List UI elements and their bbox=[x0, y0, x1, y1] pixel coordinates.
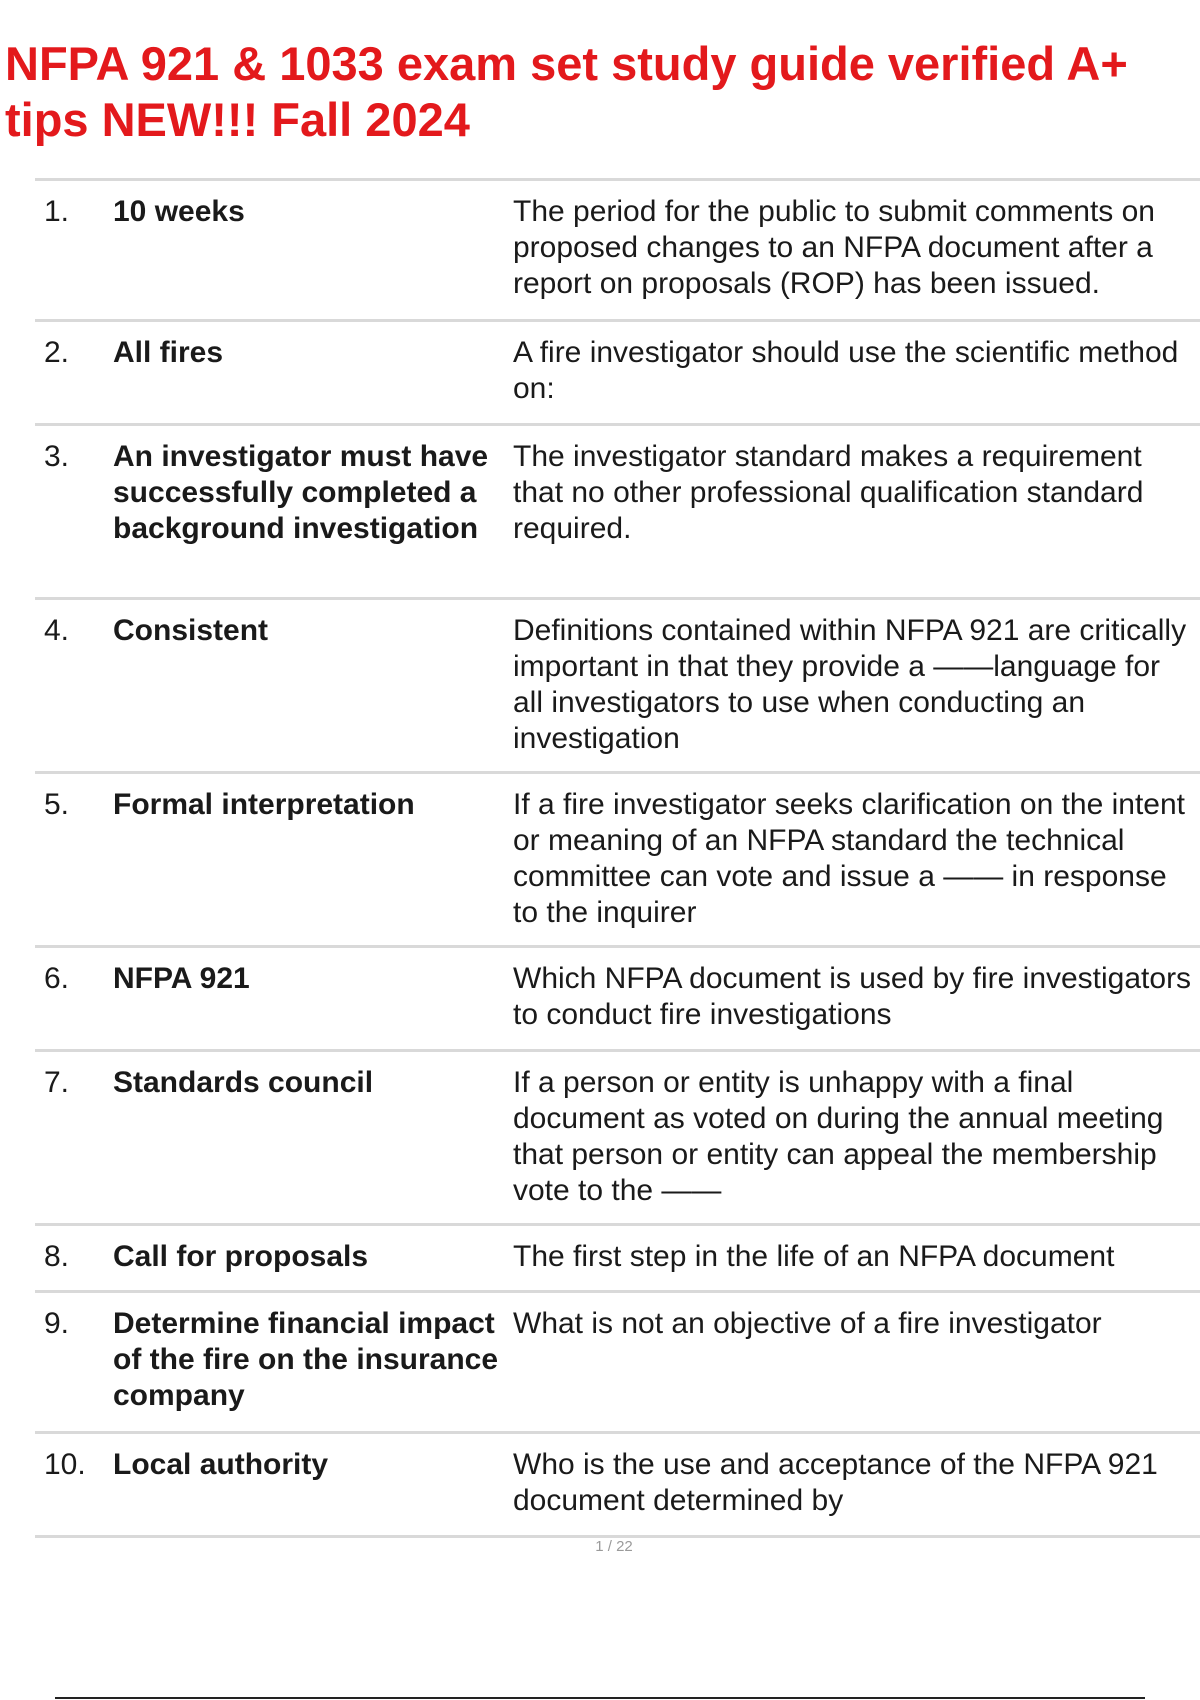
row-number: 1. bbox=[44, 195, 70, 228]
row-term: Local authority bbox=[113, 1448, 329, 1481]
row-definition: A fire investigator should use the scientific method on: bbox=[513, 336, 1179, 405]
table-row bbox=[35, 178, 1200, 319]
row-term: An investigator must have successfully completed a background investigation bbox=[113, 440, 489, 545]
row-number: 6. bbox=[44, 962, 70, 995]
row-term: Formal interpretation bbox=[113, 788, 415, 821]
table-row bbox=[35, 423, 1200, 597]
row-definition: The period for the public to submit comments on proposed changes to an NFPA document after a report on proposals (ROP) has been issued. bbox=[513, 195, 1155, 300]
bottom-divider bbox=[55, 1697, 1145, 1699]
row-term: Determine financial impact of the fire on the insurance company bbox=[113, 1307, 499, 1412]
row-definition: The investigator standard makes a requirement that no other professional qualification standard required. bbox=[513, 440, 1144, 545]
table-row bbox=[35, 771, 1200, 945]
row-number: 2. bbox=[44, 336, 70, 369]
row-definition: Definitions contained within NFPA 921 are critically important in that they provide a ——language for all investigators to use when conducting an investigation bbox=[513, 614, 1187, 755]
row-term: All fires bbox=[113, 336, 224, 369]
page-indicator: 1 / 22 bbox=[595, 1538, 633, 1555]
row-number: 4. bbox=[44, 614, 70, 647]
row-term: Standards council bbox=[113, 1066, 374, 1099]
row-number: 8. bbox=[44, 1240, 70, 1273]
table-row bbox=[35, 1431, 1200, 1538]
table-row bbox=[35, 945, 1200, 1049]
table-row bbox=[35, 1290, 1200, 1431]
row-definition: The first step in the life of an NFPA document bbox=[513, 1240, 1115, 1273]
row-definition: Who is the use and acceptance of the NFPA 921 document determined by bbox=[513, 1448, 1158, 1517]
row-number: 3. bbox=[44, 440, 70, 473]
row-definition: If a person or entity is unhappy with a final document as voted on during the annual meeting that person or entity can appeal the membership vote to the —— bbox=[513, 1066, 1164, 1207]
row-number: 5. bbox=[44, 788, 70, 821]
row-number: 9. bbox=[44, 1307, 70, 1340]
table-row bbox=[35, 1223, 1200, 1290]
row-number: 10. bbox=[44, 1448, 86, 1481]
row-term: Consistent bbox=[113, 614, 269, 647]
row-term: 10 weeks bbox=[113, 195, 245, 228]
document-title: NFPA 921 & 1033 exam set study guide verified A+ tips NEW!!! Fall 2024 bbox=[5, 37, 1128, 146]
row-definition: If a fire investigator seeks clarification on the intent or meaning of an NFPA standard the technical committee can vote and issue a —— in response to the inquirer bbox=[513, 788, 1186, 929]
row-definition: Which NFPA document is used by fire investigators to conduct fire investigations bbox=[513, 962, 1192, 1031]
row-number: 7. bbox=[44, 1066, 70, 1099]
row-term: NFPA 921 bbox=[113, 962, 250, 995]
qa-table bbox=[35, 178, 1200, 1538]
row-definition: What is not an objective of a fire investigator bbox=[513, 1307, 1102, 1340]
row-term: Call for proposals bbox=[113, 1240, 369, 1273]
table-row bbox=[35, 1049, 1200, 1223]
table-row bbox=[35, 597, 1200, 771]
table-row bbox=[35, 319, 1200, 423]
